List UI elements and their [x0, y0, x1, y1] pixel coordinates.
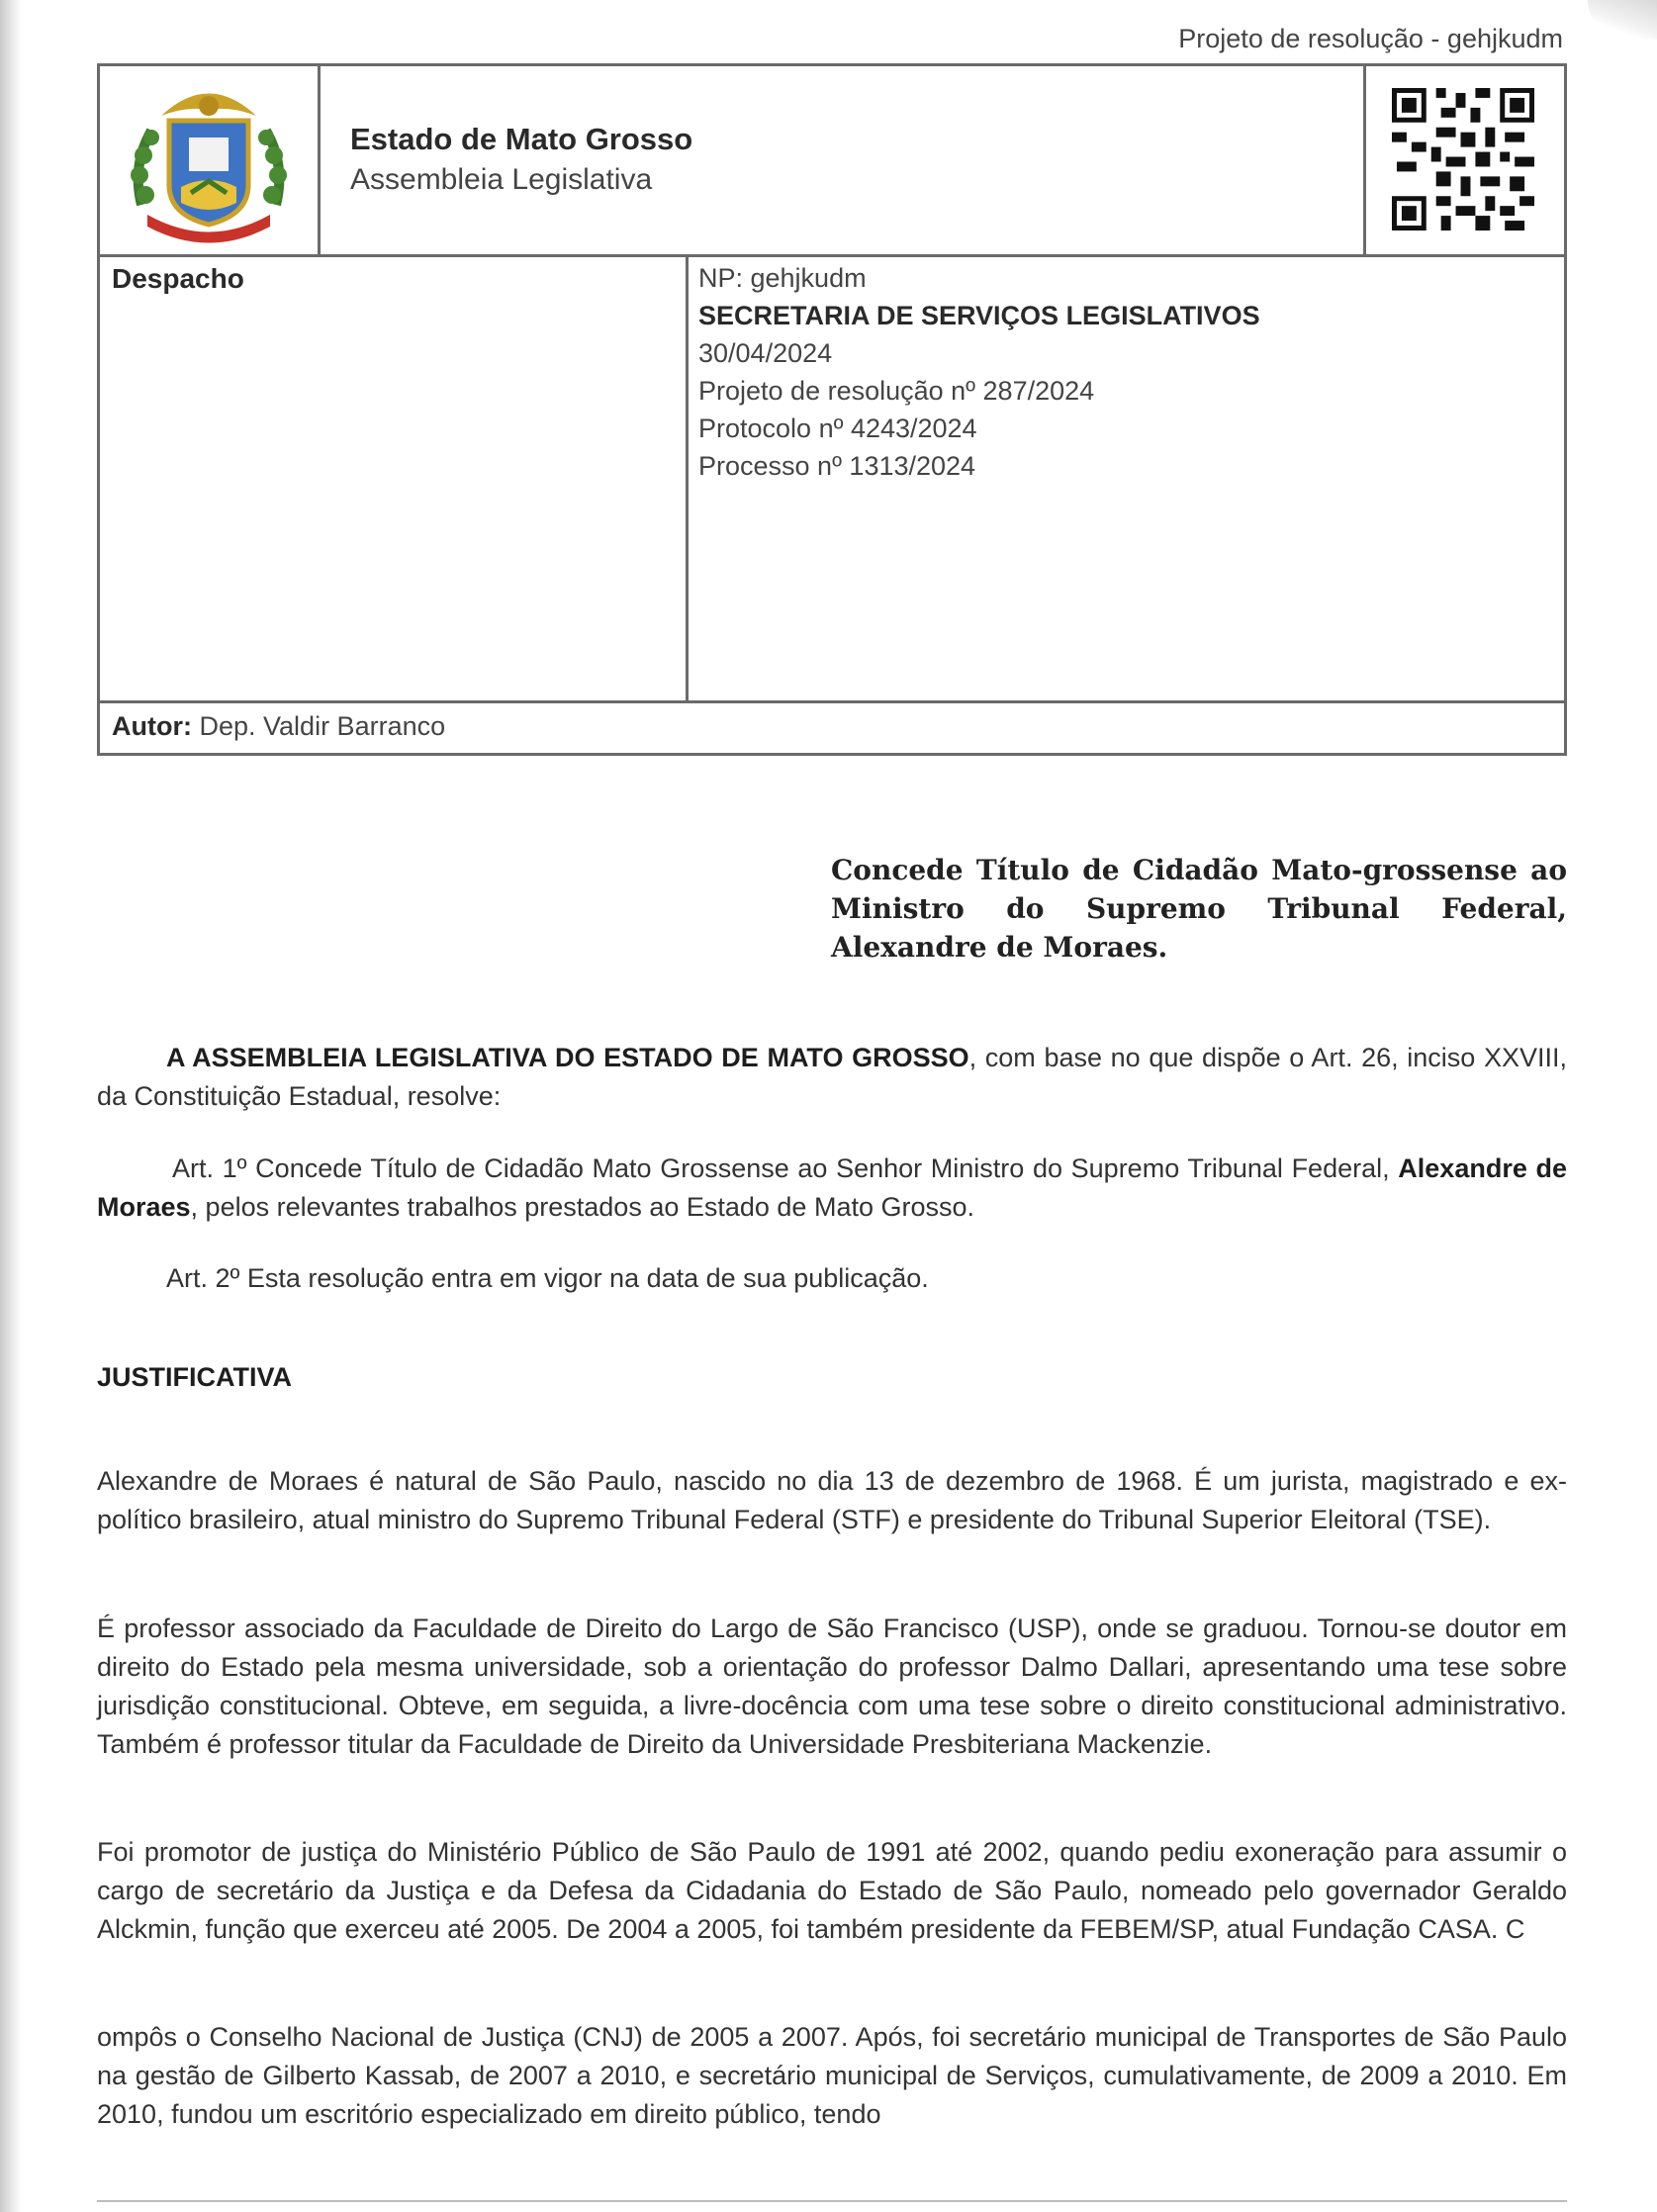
page-corner-curl [1588, 0, 1657, 40]
page-edge-shadow [0, 0, 22, 2212]
qr-code-icon [1392, 88, 1534, 230]
processo-number: Processo nº 1313/2024 [698, 451, 976, 481]
organization-name: Estado de Mato Grosso [350, 122, 693, 156]
article-1-end: , pelos relevantes trabalhos prestados ao Estado de Mato Grosso. [190, 1192, 974, 1222]
organization-subtitle: Assembleia Legislativa [350, 163, 653, 196]
autor-label: Autor: [112, 711, 192, 741]
qr-cell [1363, 66, 1564, 254]
article-1 [97, 1150, 1567, 1227]
preamble-paragraph [97, 1039, 1567, 1116]
header-row [100, 66, 1564, 257]
projeto-number: Projeto de resolução nº 287/2024 [698, 376, 1095, 406]
np-code: NP: gehjkudm [698, 263, 867, 293]
despacho-label: Despacho [112, 263, 244, 294]
despacho-row [100, 257, 1564, 703]
secretaria-name: SECRETARIA DE SERVIÇOS LEGISLATIVOS [698, 301, 1260, 330]
preamble-bold: A ASSEMBLEIA LEGISLATIVA DO ESTADO DE MATO GROSSO [166, 1043, 969, 1072]
preamble-rest: , com base no que dispõe o Art. 26, inciso XXVIII, da Constituição Estadual, resolve: [97, 1043, 1567, 1111]
justificativa-paragraph-4: ompôs o Conselho Nacional de Justiça (CNJ) de 2005 a 2007. Após, foi secretário municipal de Transportes de São Paulo na gestão de Gilberto Kassab, de 2007 a 2010, e secretário municipal de Serviços, cumulativamente, de 2009 a 2010. Em 2010, fundou um escritório especializado em direito público, tendo [97, 2022, 1567, 2129]
justificativa-paragraph-1: Alexandre de Moraes é natural de São Paulo, nascido no dia 13 de dezembro de 1968. É um jurista, magistrado e ex-político brasileiro, atual ministro do Supremo Tribunal Federal (STF) e presidente do Tribunal Superior Eleitoral (TSE). [97, 1466, 1567, 1534]
ementa: Concede Título de Cidadão Mato-grossense ao Ministro do Supremo Tribunal Federal, Alexandre de Moraes. [831, 854, 1567, 964]
coat-of-arms-icon [122, 76, 296, 244]
justificativa-paragraph-2: É professor associado da Faculdade de Direito do Largo de São Francisco (USP), onde se graduou. Tornou-se doutor em direito do Estado pela mesma universidade, sob a orientação do professor Dalmo Dallari, apresentando uma tese sobre jurisdição constitucional. Obteve, em seguida, a livre-docência com uma tese sobre o direito constitucional administrativo. Também é professor titular da Faculdade de Direito da Universidade Presbiteriana Mackenzie. [97, 1613, 1567, 1759]
autor-line [112, 711, 445, 742]
justificativa-heading: JUSTIFICATIVA [97, 1362, 293, 1392]
document-header-table [97, 63, 1567, 756]
crest-cell [100, 66, 321, 254]
article-1-honoree: Alexandre de Moraes [97, 1153, 1567, 1222]
article-2: Art. 2º Esta resolução entra em vigor na data de sua publicação. [166, 1263, 929, 1293]
footer-divider [97, 2200, 1567, 2202]
justificativa-paragraph-3: Foi promotor de justiça do Ministério Público de São Paulo de 1991 até 2002, quando pediu exoneração para assumir o cargo de secretário da Justiça e da Defesa da Cidadania do Estado de São Paulo, nomeado pelo governador Geraldo Alckmin, função que exerceu até 2005. De 2004 a 2005, foi também presidente da FEBEM/SP, atual Fundação CASA. C [97, 1837, 1567, 1944]
organization-cell [321, 66, 1468, 254]
document-reference: Projeto de resolução - gehjkudm [1178, 24, 1563, 53]
despacho-cell [100, 257, 689, 700]
protocolo-number: Protocolo nº 4243/2024 [698, 414, 977, 443]
autor-value: Dep. Valdir Barranco [199, 711, 446, 741]
autor-row [100, 703, 1564, 753]
protocol-info-cell [689, 257, 1559, 700]
article-1-start: Art. 1º Concede Título de Cidadão Mato Grossense ao Senhor Ministro do Supremo Tribunal Federal, [172, 1153, 1399, 1183]
document-date: 30/04/2024 [698, 338, 833, 368]
